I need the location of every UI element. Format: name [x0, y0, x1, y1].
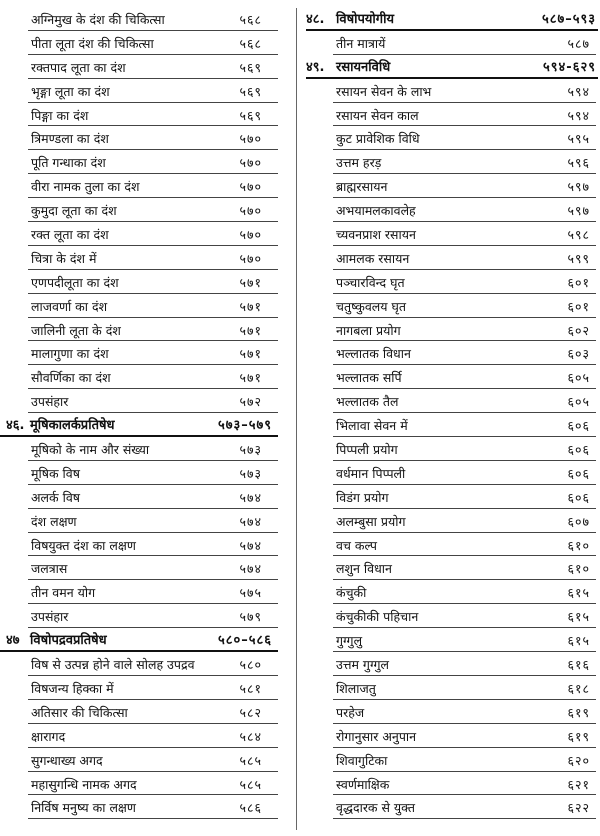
page-number: ५९७: [567, 179, 590, 195]
page-number: ५६८: [239, 12, 262, 27]
toc-entry: [306, 271, 600, 295]
toc-entry: [306, 653, 600, 677]
page-number: ५८४: [239, 728, 262, 744]
toc-entry: [306, 796, 600, 820]
entry-title: मालागुणा का दंश: [31, 346, 109, 362]
page-number: ६१९: [567, 728, 590, 744]
entry-title: सौवर्णिका का दंश: [31, 370, 111, 386]
toc-entry: [306, 438, 600, 462]
entry-title: अग्निमुख के दंश की चिकित्सा: [31, 12, 165, 27]
toc-entry: [306, 175, 600, 199]
page-number: ५७४: [239, 561, 262, 577]
toc-entry: [0, 486, 286, 510]
entry-title: पञ्चारविन्द घृत: [336, 274, 405, 290]
entry-title: तीन वमन योग: [31, 585, 96, 601]
page-number: ५७०: [239, 203, 262, 219]
page-number: ६१५: [567, 609, 590, 625]
entry-title: शिवागुटिका: [336, 752, 388, 768]
toc-entry: [0, 677, 286, 701]
page-number: ६०५: [567, 394, 590, 410]
page-number: ५९४-६२९: [543, 59, 596, 75]
page-number: ६१०: [567, 561, 590, 577]
toc-entry: [0, 319, 286, 343]
entry-title: विष से उत्पन्न होने वाले सोलह उपद्रव: [31, 657, 195, 673]
toc-entry: [0, 32, 286, 56]
page-number: ५८१: [239, 680, 262, 696]
entry-title: विषजन्य हिक्का में: [31, 680, 114, 696]
entry-title: अभयामलकावलेह: [336, 203, 416, 219]
entry-title: लाजवर्णा का दंश: [31, 298, 108, 314]
page-number: ५७३: [239, 442, 262, 458]
entry-title: चित्रा के दंश में: [31, 250, 97, 266]
entry-title: एणपदीलूता का दंश: [31, 274, 119, 290]
toc-entry: [306, 151, 600, 175]
entry-title: उत्तम हरड़: [336, 155, 382, 171]
toc-entry: [0, 175, 286, 199]
page-number: ५७४: [239, 513, 262, 529]
section-number: ४८.: [306, 12, 325, 27]
entry-title: उपसंहार: [31, 609, 69, 625]
toc-entry: [306, 366, 600, 390]
page-number: ६०५: [567, 370, 590, 386]
entry-title: दंश लक्षण: [31, 513, 77, 529]
toc-entry: [0, 749, 286, 773]
toc-entry: [0, 223, 286, 247]
entry-title: त्रिमण्डला का दंश: [31, 131, 109, 147]
column-divider: [296, 8, 297, 830]
toc-entry: [306, 773, 600, 797]
page-number: ५९७: [567, 203, 590, 219]
page-number: ५७०: [239, 227, 262, 243]
entry-title: निर्विष मनुष्य का लक्षण: [31, 800, 136, 816]
entry-title: रक्त लूता का दंश: [31, 227, 109, 243]
entry-title: परहेज: [336, 704, 365, 720]
page-number: ५७०: [239, 250, 262, 266]
entry-title: भृङ्गा लूता का दंश: [31, 83, 110, 99]
page-number: ५७५: [239, 585, 262, 601]
toc-entry: [0, 390, 286, 414]
entry-title: नागबला प्रयोग: [336, 322, 401, 338]
entry-title: जालिनी लूता के दंश: [31, 322, 121, 338]
page-number: ६१०: [567, 537, 590, 553]
page-number: ५८७: [567, 35, 590, 51]
entry-title: उत्तम गुग्गुल: [336, 657, 389, 673]
page-number: ५६९: [239, 107, 262, 123]
entry-title: रसायन सेवन के लाभ: [336, 83, 432, 99]
entry-title: ब्राह्मरसायन: [336, 179, 388, 195]
entry-title: मूषिको के नाम और संख्या: [31, 442, 150, 458]
page-number: ५६९: [239, 59, 262, 75]
page-number: ६०६: [567, 418, 590, 434]
page-number: ६१५: [567, 585, 590, 601]
entry-title: स्वर्णमाक्षिक: [336, 776, 390, 792]
toc-entry: [0, 605, 286, 629]
page-number: ५९५: [567, 131, 590, 147]
entry-title: विडंग प्रयोग: [336, 489, 389, 505]
page-number: ५७०: [239, 131, 262, 147]
toc-entry: [306, 247, 600, 271]
page-number: ६२२: [567, 800, 590, 816]
toc-entry: [0, 271, 286, 295]
toc-entry: [306, 557, 600, 581]
toc-entry: [306, 534, 600, 558]
toc-entry: [0, 773, 286, 797]
entry-title: पिङ्गा का दंश: [31, 107, 89, 123]
toc-entry: [0, 366, 286, 390]
toc-entry: [0, 581, 286, 605]
toc-entry: [306, 127, 600, 151]
entry-title: रसायन सेवन काल: [336, 107, 419, 123]
toc-entry: [0, 247, 286, 271]
section-heading: [306, 8, 600, 32]
toc-entry: [0, 127, 286, 151]
entry-title: अलर्क विष: [31, 489, 81, 505]
toc-entry: [0, 80, 286, 104]
toc-entry: [0, 462, 286, 486]
page-number: ५८५: [239, 776, 262, 792]
page-number: ५९८: [567, 227, 590, 243]
entry-title: कंचुकी: [336, 585, 367, 601]
page-number: ६०२: [567, 322, 590, 338]
entry-title: आमलक रसायन: [336, 250, 410, 266]
page-number: ६०६: [567, 465, 590, 481]
entry-title: रक्तपाद लूता का दंश: [31, 59, 126, 75]
page-number: ५७१: [239, 370, 262, 386]
entry-title: च्यवनप्राश रसायन: [336, 227, 416, 243]
toc-entry: [306, 319, 600, 343]
page-number: ५७०: [239, 179, 262, 195]
entry-title: विषयुक्त दंश का लक्षण: [31, 537, 136, 553]
page-number: ५८५: [239, 752, 262, 768]
page-number: ५७१: [239, 322, 262, 338]
page-number: ५६९: [239, 83, 262, 99]
entry-title: भल्लातक तैल: [336, 394, 399, 410]
toc-entry: [306, 510, 600, 534]
entry-title: जलत्रास: [31, 561, 68, 577]
entry-title: गुग्गुलु: [336, 633, 363, 649]
toc-entry: [306, 581, 600, 605]
page-number: ५६८: [239, 35, 262, 51]
page-number: ५८२: [239, 704, 262, 720]
page-number: ६०७: [567, 513, 590, 529]
page-number: ५८६: [239, 800, 262, 816]
entry-title: वच कल्प: [336, 537, 377, 553]
entry-title: उपसंहार: [31, 394, 69, 410]
toc-entry: [306, 486, 600, 510]
page-number: ६०६: [567, 442, 590, 458]
entry-title: पिप्पली प्रयोग: [336, 442, 398, 458]
page-number: ६२०: [567, 752, 590, 768]
toc-entry: [306, 80, 600, 104]
toc-entry: [306, 342, 600, 366]
section-title: विषोपद्रवप्रतिषेध: [30, 633, 107, 649]
entry-title: वीरा नामक तुला का दंश: [31, 179, 140, 195]
page-number: ५७१: [239, 298, 262, 314]
entry-title: कुमुदा लूता का दंश: [31, 203, 117, 219]
page-number: ६१६: [567, 657, 590, 673]
page-number: ६१९: [567, 704, 590, 720]
page-number: ५७३–५७९: [217, 418, 272, 434]
page-number: ६१८: [567, 680, 590, 696]
entry-title: महासुगन्धि नामक अगद: [31, 776, 137, 792]
page-number: ५९४: [567, 83, 590, 99]
toc-entry: [306, 390, 600, 414]
toc-left-column: [0, 8, 286, 820]
page-number: ५७१: [239, 346, 262, 362]
page-number: ५९९: [567, 250, 590, 266]
page-number: ६०१: [567, 298, 590, 314]
section-title: मूषिकालर्कप्रतिषेध: [30, 418, 115, 434]
toc-entry: [306, 629, 600, 653]
entry-title: रोगानुसार अनुपान: [336, 728, 417, 744]
entry-title: मूषिक विष: [31, 465, 80, 481]
page-number: ५७३: [239, 465, 262, 481]
page-number: ६०६: [567, 489, 590, 505]
entry-title: कंचुकीकी पहिचान: [336, 609, 419, 625]
page-number: ६०३: [567, 346, 590, 362]
page-number: ५७४: [239, 489, 262, 505]
entry-title: तीन मात्रायें: [336, 35, 386, 51]
entry-title: वर्धमान पिप्पली: [336, 465, 406, 481]
toc-entry: [306, 104, 600, 128]
toc-entry: [306, 462, 600, 486]
entry-title: पीता लूता दंश की चिकित्सा: [31, 35, 154, 51]
entry-title: वृद्धदारक से युक्त: [336, 800, 415, 816]
entry-title: अतिसार की चिकित्सा: [31, 704, 128, 720]
page-number: ५८०–५८६: [217, 633, 272, 649]
toc-right-column: [306, 8, 600, 820]
toc-entry: [0, 56, 286, 80]
section-heading: [0, 629, 286, 653]
entry-title: भल्लातक विधान: [336, 346, 411, 362]
toc-entry: [0, 725, 286, 749]
toc-entry: [306, 677, 600, 701]
toc-entry: [0, 151, 286, 175]
section-heading: [306, 56, 600, 80]
section-number: ४९.: [306, 59, 325, 75]
toc-entry: [0, 653, 286, 677]
entry-title: भिलावा सेवन में: [336, 418, 408, 434]
entry-title: कुट प्रावेशिक विधि: [336, 131, 420, 147]
entry-title: अलम्बुसा प्रयोग: [336, 513, 406, 529]
toc-entry: [0, 199, 286, 223]
section-number: ४७: [6, 633, 20, 649]
toc-entry: [0, 104, 286, 128]
toc-entry: [0, 438, 286, 462]
page-number: ५८०: [239, 657, 262, 673]
page-number: ५७२: [239, 394, 262, 410]
toc-entry: [0, 796, 286, 820]
toc-entry: [306, 749, 600, 773]
entry-title: भल्लातक सर्पि: [336, 370, 402, 386]
entry-title: शिलाजतु: [336, 680, 376, 696]
entry-title: क्षारागद: [31, 728, 66, 744]
toc-entry: [0, 342, 286, 366]
entry-title: सुगन्धाख्य अगद: [31, 752, 103, 768]
page-number: ५९६: [567, 155, 590, 171]
toc-entry: [306, 701, 600, 725]
entry-title: पूति गन्धाका दंश: [31, 155, 106, 171]
page-number: ५७०: [239, 155, 262, 171]
toc-entry: [306, 605, 600, 629]
page-number: ५९४: [567, 107, 590, 123]
section-title: रसायनविधि: [336, 59, 391, 75]
toc-entry: [306, 199, 600, 223]
toc-entry: [0, 510, 286, 534]
section-title: विषोपयोगीय: [336, 12, 394, 27]
entry-title: लशुन विधान: [336, 561, 392, 577]
toc-entry: [306, 32, 600, 56]
page-number: ६०१: [567, 274, 590, 290]
section-heading: [0, 414, 286, 438]
entry-title: चतुष्कुवलय घृत: [336, 298, 406, 314]
page-number: ५७४: [239, 537, 262, 553]
toc-entry: [306, 295, 600, 319]
section-number: ४६.: [6, 418, 25, 434]
page-number: ५७९: [239, 609, 262, 625]
toc-entry: [0, 701, 286, 725]
page-number: ५८७–५९३: [541, 12, 596, 27]
toc-entry: [0, 8, 286, 32]
toc-entry: [306, 223, 600, 247]
page-number: ५७१: [239, 274, 262, 290]
page-number: ६२१: [567, 776, 590, 792]
toc-entry: [306, 725, 600, 749]
page-number: ६१५: [567, 633, 590, 649]
toc-entry: [0, 557, 286, 581]
toc-entry: [0, 534, 286, 558]
toc-entry: [0, 295, 286, 319]
toc-entry: [306, 414, 600, 438]
